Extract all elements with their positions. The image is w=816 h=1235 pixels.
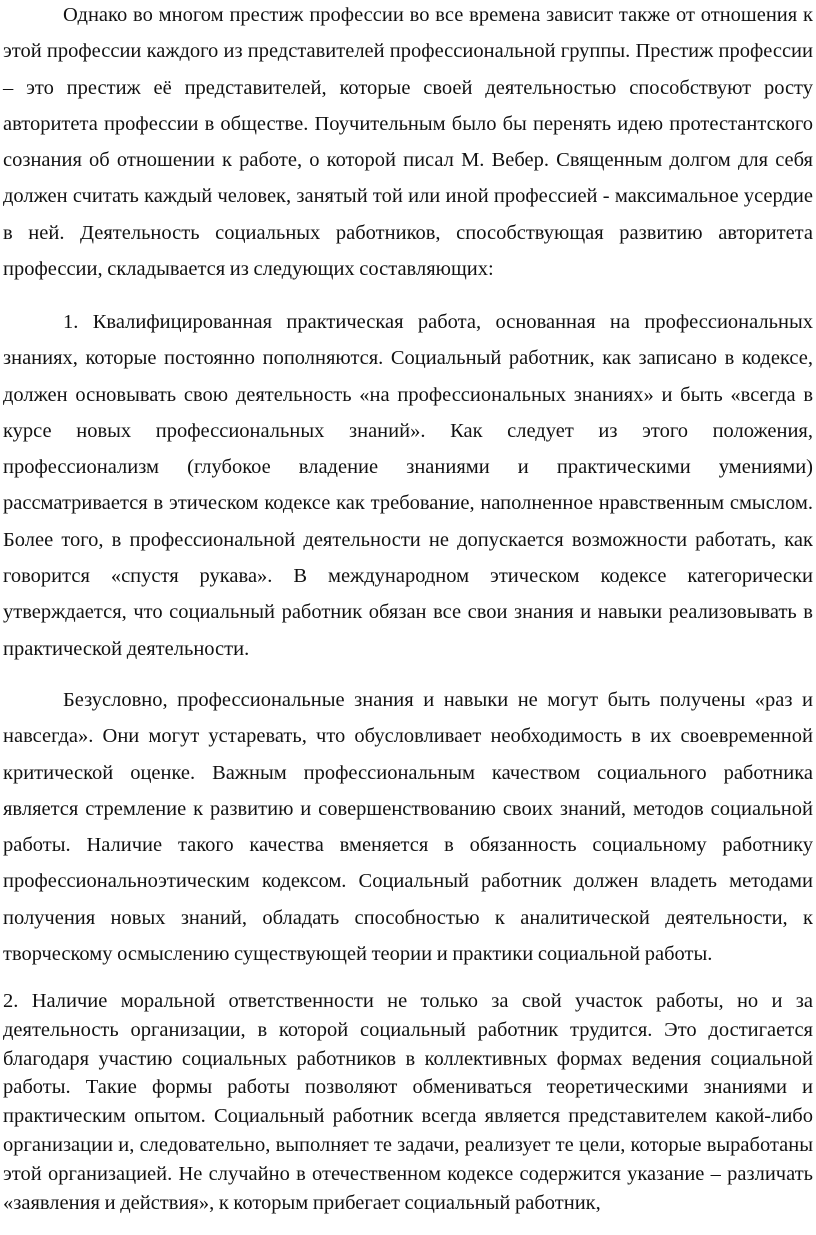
paragraph-item-1-qualified-work: 1. Квалифицированная практическая работа, основанная на профессиональных знаниях, которые постоянно пополняются. Социальный работник, как записано в кодексе, должен основывать свою деятельность «на профессиональных знаниях» и быть «всегда в курсе новых профессиональных знаний». Как следует из этого положения, профессионализм (глубокое владение знаниями и практическими умениями) рассматривается в этическом кодексе как требование, наполненное нравственным смыслом. Более того, в профессиональной деятельности не допускается возможности работать, как говорится «спустя рукава». В международном этическом кодексе категорически утверждается, что социальный работник обязан все свои знания и навыки реализовывать в практической деятельности.	[3, 311, 813, 660]
paragraph-item-2-moral-responsibility: 2. Наличие моральной ответственности не только за свой участок работы, но и за деятельность организации, в которой социальный работник трудится. Это достигается благодаря участию социальных работников в коллективных формах ведения социальной работы. Такие формы работы позволяют обмениваться теоретическими знаниями и практическим опытом. Социальный работник всегда является представителем какой-либо организации и, следовательно, выполняет те задачи, реализует те цели, которые выработаны этой организацией. Не случайно в отечественном кодексе содержится указание – различать «заявления и действия», к которым прибегает социальный работник,	[3, 990, 813, 1214]
paragraph-prestige: Однако во многом престиж профессии во все времена зависит также от отношения к этой профессии каждого из представителей профессиональной группы. Престиж профессии – это престиж её представителей, которые своей деятельностью способствуют росту авторитета профессии в обществе. Поучительным было бы перенять идею протестантского сознания об отношении к работе, о которой писал М. Вебер. Священным долгом для себя должен считать каждый человек, занятый той или иной профессией - максимальное усердие в ней. Деятельность социальных работников, способствующая развитию авторитета профессии, складывается из следующих составляющих:	[3, 4, 813, 281]
paragraph-knowledge-renewal: Безусловно, профессиональные знания и навыки не могут быть получены «раз и навсегда». Они могут устаревать, что обусловливает необходимость в их своевременной критической оценке. Важным профессиональным качеством социального работника является стремление к развитию и совершенствованию своих знаний, методов социальной работы. Наличие такого качества вменяется в обязанность социальному работнику профессиональноэтическим кодексом. Социальный работник должен владеть методами получения новых знаний, обладать способностью к аналитической деятельности, к творческому осмыслению существующей теории и практики социальной работы.	[3, 689, 813, 966]
